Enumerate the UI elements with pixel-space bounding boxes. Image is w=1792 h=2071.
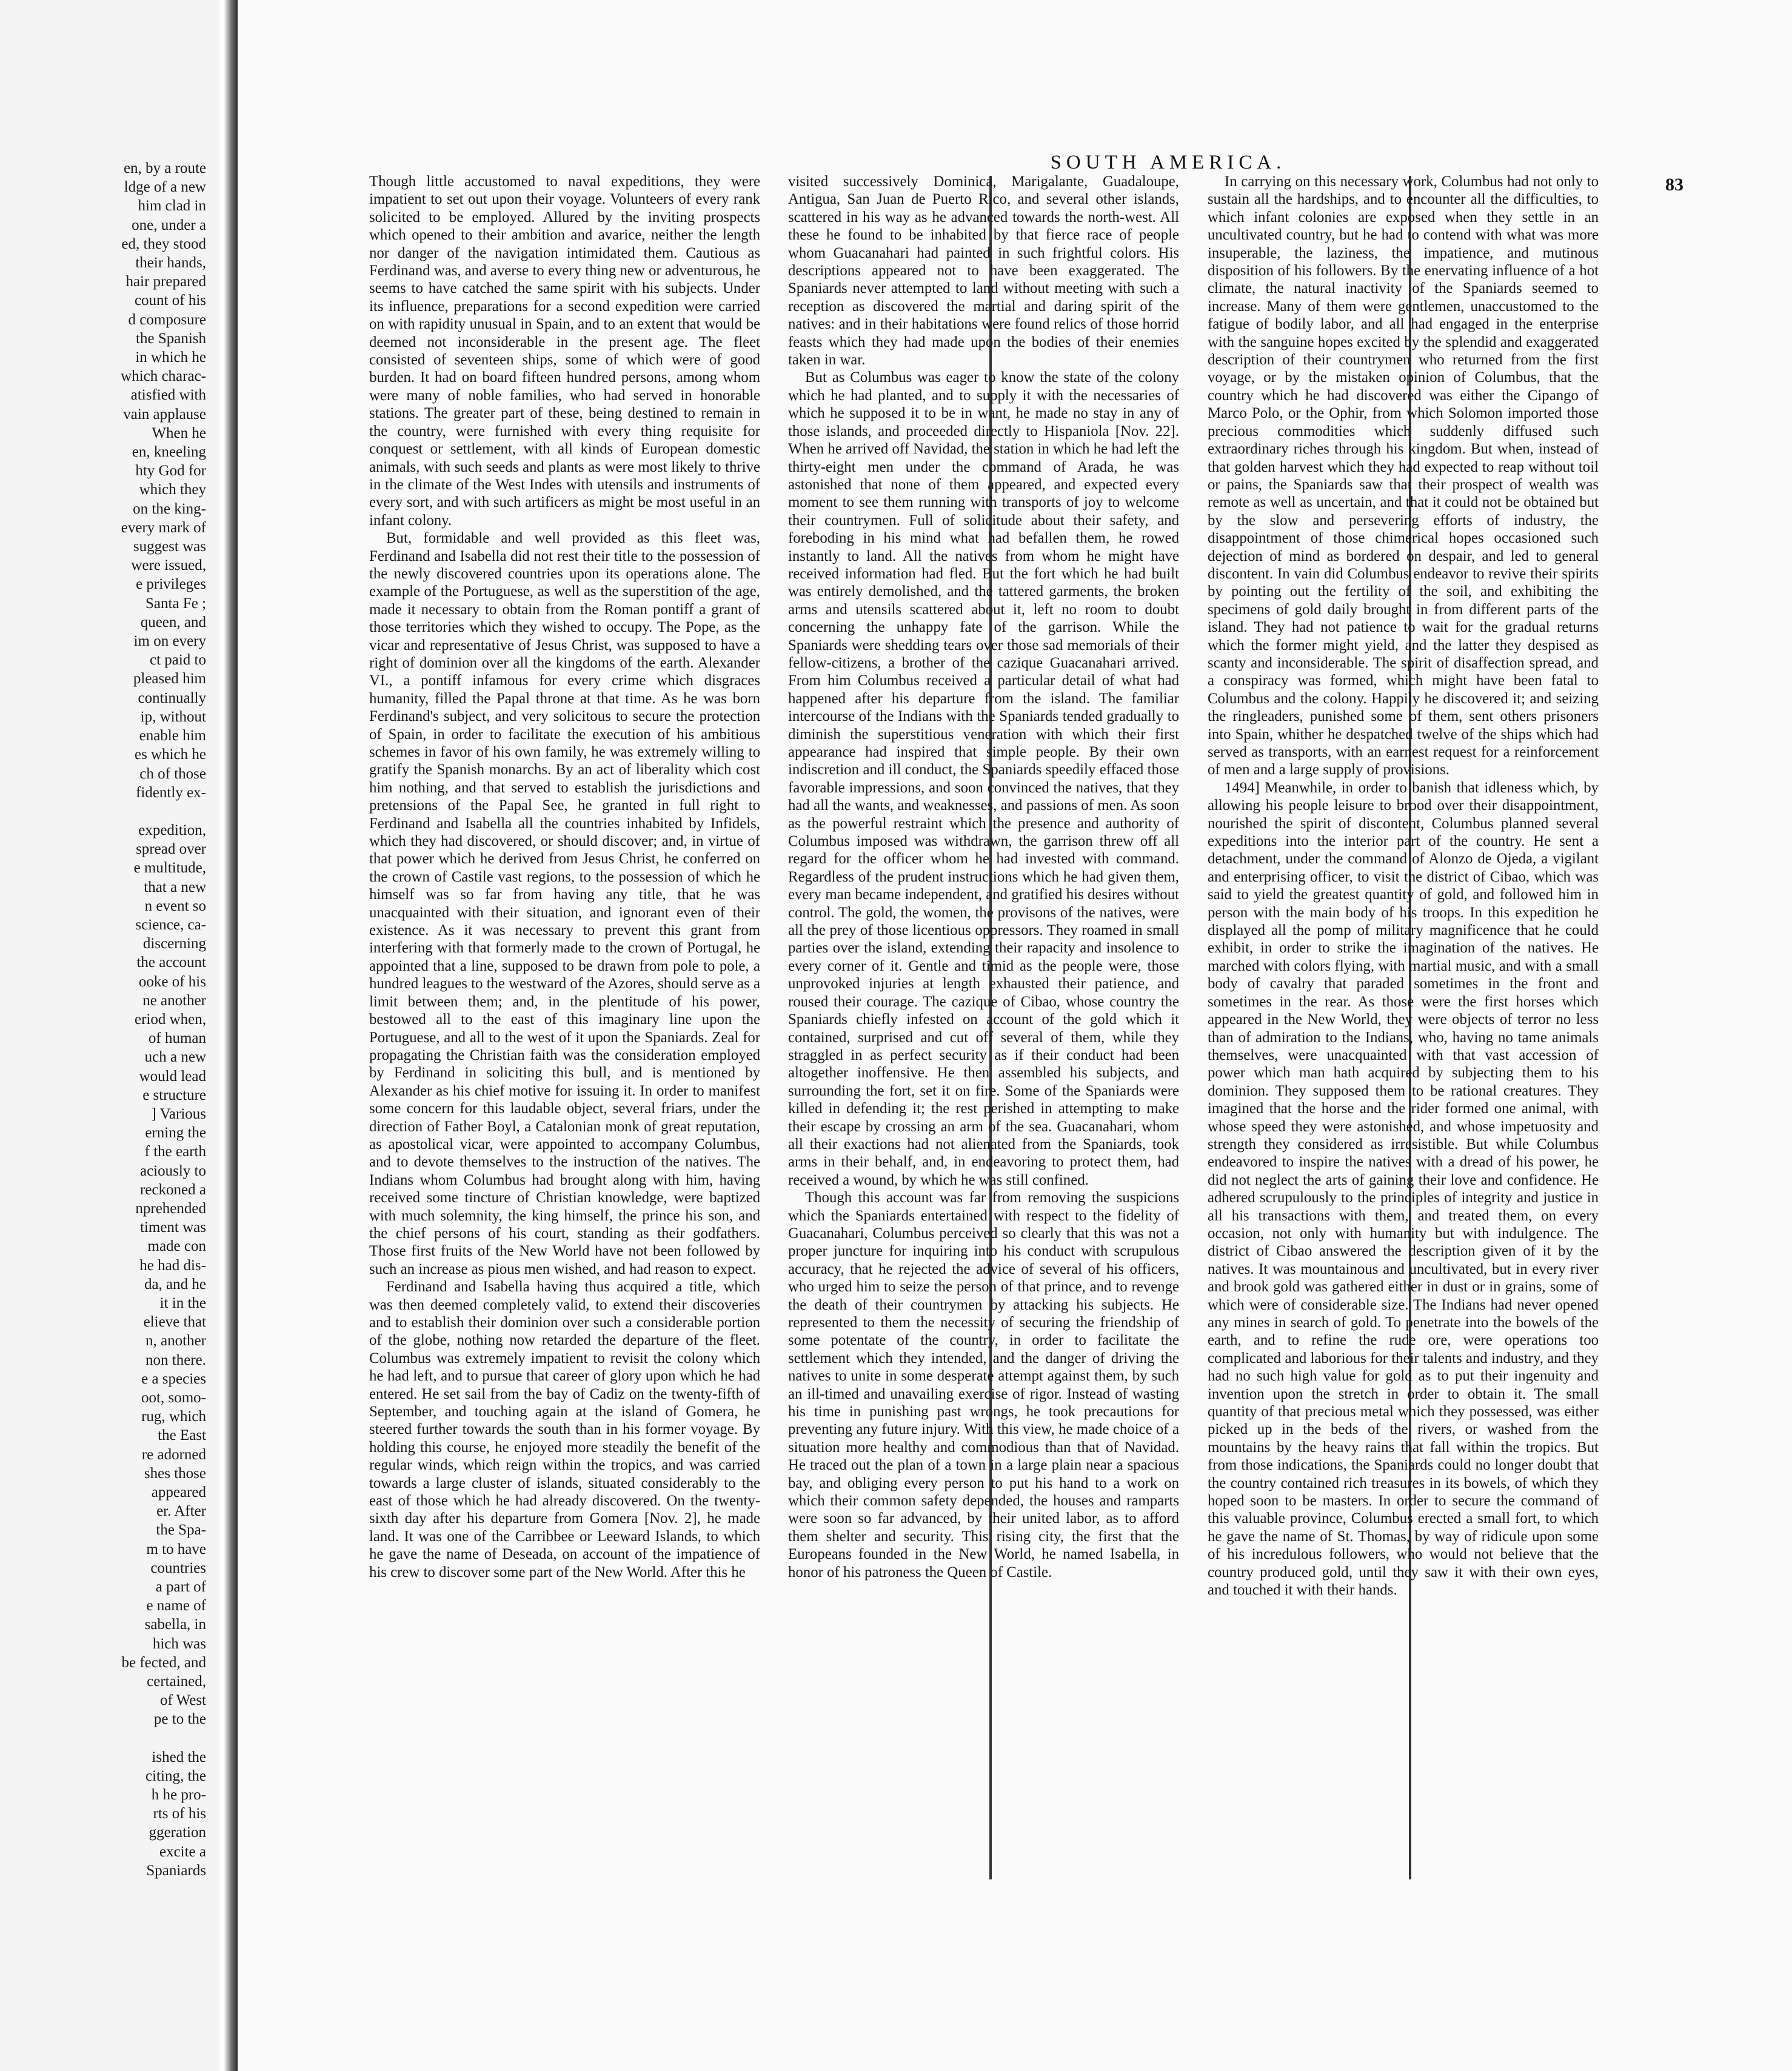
previous-page-line: atisfied with xyxy=(130,387,206,404)
previous-page-line: e structure xyxy=(142,1086,206,1103)
previous-page-line: n event so xyxy=(144,897,206,914)
paragraph: But as Columbus was eager to know the state of the colony which he had planted, and to supply it with the necessaries of which he supposed it to be in want, he made no stay in any of those islands, and proceeded directly to Hispaniola [Nov. 22]. When he arrived off Navidad, the station in which he had left the thirty-eight men under the command of Arada, he was astonished that none of them appeared, and expected every moment to see them running with transports of joy to welcome their countrymen. Full of solicitude about their safety, and foreboding in his mind what had befallen them, he rowed instantly to land. All the natives from whom he might have received information had fled. But the fort which he had built was entirely demolished, and the tattered garments, the broken arms and utensils scattered about it, left no room to doubt concerning the unhappy fate of the garrison. While the Spaniards were shedding tears over those sad memorials of their fellow-citizens, a brother of the cazique Guacanahari arrived. From him Columbus received a particular detail of what had happened after his departure from the island. The familiar intercourse of the Indians with the Spaniards tended gradually to diminish the superstitious veneration with which their first appearance had inspired that simple people. By their own indiscretion and ill conduct, the Spaniards speedily effaced those favorable impressions, and soon convinced the natives, that they had all the wants, and weaknesses, and passions of men. As soon as the powerful restraint which the presence and authority of Columbus imposed was withdrawn, the garrison threw off all regard for the officer whom he had invested with command. Regardless of the prudent instructions which he had given them, every man became independent, and gratified his desires without control. The gold, the women, the provisons of the natives, were all the prey of those licentious oppressors. They roamed in small parties over the island, extending their rapacity and insolence to every corner of it. Gentle and timid as the people were, those unprovoked injuries at length exhausted their patience, and roused their courage. The cazique of Cibao, whose country the Spaniards chiefly infested on account of the gold which it contained, surprised and cut off several of them, while they straggled in as perfect security as if their conduct had been altogether inoffensive. He then assembled his subjects, and surrounding the fort, set it on fire. Some of the Spaniards were killed in defending it; the rest perished in attempting to make their escape by crossing an arm of the sea. Guacanahari, whom all their exactions had not alienated from the Spaniards, took arms in their behalf, and, in endeavoring to protect them, had received a wound, by which he was still confined. xyxy=(788,369,1179,1188)
previous-page-line: count of his xyxy=(134,292,206,309)
previous-page-line: es which he xyxy=(134,746,206,763)
previous-page-line: one, under a xyxy=(132,216,206,233)
previous-page-line: elieve that xyxy=(143,1314,206,1331)
previous-page-line: e a species xyxy=(141,1370,206,1387)
previous-page-line: Santa Fe ; xyxy=(145,595,206,612)
previous-page-line: appeared xyxy=(151,1484,206,1501)
previous-page-line: eriod when, xyxy=(134,1011,206,1028)
previous-page-line: ggeration xyxy=(149,1824,206,1841)
previous-page-line: da, and he xyxy=(144,1276,206,1293)
previous-page-line: ooke of his xyxy=(138,973,206,990)
previous-page-line: in which he xyxy=(135,349,206,366)
previous-page-line: of human xyxy=(148,1030,206,1047)
previous-page-line: science, ca- xyxy=(135,916,206,933)
paragraph: Ferdinand and Isabella having thus acquired a title, which was then deemed completely valid, to extend their discoveries and to establish their dominion over such a considerable portion of the globe, nothing now retarded the departure of the fleet. Columbus was extremely impatient to revisit the colony which he had left, and to pursue that career of glory upon which he had entered. He set sail from the bay of Cadiz on the twenty-fifth of September, and touching again at the island of Gomera, he steered further towards the south than in his former voyage. By holding this course, he enjoyed more steadily the benefit of the regular winds, which reign within the tropics, and was carried towards a large cluster of islands, situated considerably to the east of those which he had already discovered. On the twenty-sixth day after his departure from Gomera [Nov. 2], he made land. It was one of the Carribbee or Leeward Islands, to which he gave the name of Deseada, on account of the impatience of his crew to discover some part of the New World. After this he xyxy=(369,1279,760,1581)
previous-page-line: ct paid to xyxy=(149,652,206,669)
previous-page-line: hty God for xyxy=(135,463,206,480)
previous-page-line: e multitude, xyxy=(133,860,206,877)
previous-page-line: ldge of a new xyxy=(124,179,206,196)
previous-page-line: suggest was xyxy=(133,538,206,555)
previous-page-line: spread over xyxy=(136,841,206,858)
previous-page-line: f the earth xyxy=(144,1143,206,1160)
book-page xyxy=(238,0,1792,2071)
previous-page-line: which they xyxy=(139,481,206,498)
previous-page-line: citing, the xyxy=(145,1767,206,1784)
running-head: SOUTH AMERICA. xyxy=(1050,152,1286,173)
previous-page-line: made con xyxy=(147,1238,206,1255)
previous-page-line: pleased him xyxy=(133,671,206,688)
previous-page-line: queen, and xyxy=(140,614,206,631)
text-column-2 xyxy=(788,173,1179,1581)
previous-page-line: rts of his xyxy=(153,1805,206,1822)
paragraph: visited successively Dominica, Marigalante, Guadaloupe, Antigua, San Juan de Puerto Rico, and several other islands, scattered in his way as he advanced towards the north-west. All these he found to be inhabited by that fierce race of people whom Guacanahari had painted in such frightful colors. His descriptions appeared not to have been exaggerated. The Spaniards never attempted to land without meeting with such a reception as discovered the martial and daring spirit of the natives: and in their habitations were found relics of those horrid feasts which they had made upon the bodies of their enemies taken in war. xyxy=(788,173,1179,369)
previous-page-line: e privileges xyxy=(136,576,206,593)
previous-page-line: enable him xyxy=(139,728,206,744)
previous-page-line: Spaniards xyxy=(146,1862,206,1879)
previous-page-line: expedition, xyxy=(138,821,206,838)
previous-page-line: rug, which xyxy=(141,1408,206,1425)
text-column-3 xyxy=(1208,173,1599,1599)
previous-page-line: be fected, and xyxy=(121,1654,206,1671)
previous-page-line: countries xyxy=(150,1559,206,1576)
previous-page-line: excite a xyxy=(159,1843,206,1860)
previous-page-line: discerning xyxy=(142,935,206,952)
previous-page-line: ip, without xyxy=(140,708,206,725)
previous-page-line: were issued, xyxy=(131,557,206,574)
previous-page-line: aciously to xyxy=(139,1162,206,1179)
previous-page-line: reckoned a xyxy=(140,1181,206,1198)
previous-page-text xyxy=(0,159,206,1880)
previous-page-line: hair prepared xyxy=(125,273,206,290)
previous-page-line: ed, they stood xyxy=(121,235,206,252)
paragraph: Though this account was far from removing the suspicions which the Spaniards entertained with respect to the fidelity of Guacanahari, Columbus perceived so clearly that this was not a proper juncture for inquiring into his conduct with scrupulous accuracy, that he rejected the advice of several of his officers, who urged him to seize the person of that prince, and to revenge the death of their countrymen by attacking his subjects. He represented to them the necessity of securing the friendship of some potentate of the country, in order to facilitate the settlement which they intended, and the danger of driving the natives to unite in some desperate attempt against them, by such an ill-timed and unavailing exercise of rigor. Instead of wasting his time in punishing past wrongs, he took precautions for preventing any future injury. With this view, he made choice of a situation more healthy and commodious than that of Navidad. He traced out the plan of a town in a large plain near a spacious bay, and obliging every person to put his hand to a work on which their common safety depended, the houses and ramparts were soon so far advanced, by their united labor, as to afford them shelter and security. This rising city, the first that the Europeans founded in the New World, he named Isabella, in honor of his patroness the Queen of Castile. xyxy=(788,1189,1179,1581)
previous-page-line: he had dis- xyxy=(139,1257,206,1274)
previous-page-line: en, by a route xyxy=(123,160,206,176)
text-column-1 xyxy=(369,173,760,1581)
previous-page-line: the East xyxy=(158,1427,206,1444)
previous-page-line: m to have xyxy=(146,1541,206,1557)
previous-page-line: erning the xyxy=(145,1125,206,1142)
previous-page-line: continually xyxy=(138,689,206,706)
previous-page-line: oot, somo- xyxy=(141,1390,206,1406)
previous-page-line: it in the xyxy=(159,1294,206,1311)
previous-page-line: ne another xyxy=(142,992,206,1009)
previous-page-line: shes those xyxy=(144,1465,206,1482)
previous-page-line: the Spanish xyxy=(136,330,206,347)
previous-page-line: which charac- xyxy=(121,368,206,385)
previous-page-line: timent was xyxy=(139,1219,206,1236)
paragraph: Though little accustomed to naval expeditions, they were impatient to set out upon their voyage. Volunteers of every rank solicited to be employed. Allured by the inviting prospects which opened to their ambition and avarice, neither the length nor danger of the navigation intimidated them. Cautious as Ferdinand was, and averse to every thing new or adventurous, he seems to have catched the same spirit with his subjects. Under its influence, preparations for a second expedition were carried on with rapidity unusual in Spain, and to an extent that would be deemed not inconsiderable in the present age. The fleet consisted of seventeen ships, some of which were of good burden. It had on board fifteen hundred persons, among whom were many of noble families, who had served in honorable stations. The greater part of these, being destined to remain in the country, were furnished with every thing requisite for conquest or settlement, with all kinds of European domestic animals, with such seeds and plants as were most likely to thrive in the climate of the West Indes with utensils and instruments of every sort, and with such artificers as might be most useful in an infant colony. xyxy=(369,173,760,529)
previous-page-line: re adorned xyxy=(141,1446,206,1463)
previous-page-line: fidently ex- xyxy=(136,784,206,801)
previous-page-line: a part of xyxy=(155,1579,206,1596)
previous-page-line: en, kneeling xyxy=(132,444,206,461)
previous-page-line xyxy=(0,1729,206,1748)
previous-page-line: on the king- xyxy=(133,500,206,517)
previous-page-line: the account xyxy=(136,954,206,971)
previous-page-line: sabella, in xyxy=(144,1616,206,1633)
previous-page-line: ch of those xyxy=(139,765,206,782)
previous-page-line: hich was xyxy=(152,1635,206,1652)
previous-page-line: h he pro- xyxy=(151,1787,206,1804)
previous-page-line: would lead xyxy=(139,1068,206,1085)
previous-page-line: certained, xyxy=(147,1673,206,1690)
previous-page-line: im on every xyxy=(133,633,206,650)
previous-page-line: him clad in xyxy=(138,198,206,215)
paragraph: 1494] Meanwhile, in order to banish that idleness which, by allowing his people leisure to brood over their disappointment, nourished the spirit of discontent, Columbus planned several expeditions into the interior part of the country. He sent a detachment, under the command of Alonzo de Ojeda, a vigilant and enterprising officer, to visit the district of Cibao, which was said to yield the greatest quantity of gold, and followed him in person with the main body of his troops. In this expedition he displayed all the pomp of military magnificence that he could exhibit, in order to strike the imagination of the natives. He marched with colors flying, with martial music, and with a small body of cavalry that paraded sometimes in the front and sometimes in the rear. As those were the first horses which appeared in the New World, they were objects of terror no less than of admiration to the Indians, who, having no tame animals themselves, were unacquainted with that vast accession of power which man hath acquired by subjecting them to his dominion. They supposed them to be rational creatures. They imagined that the horse and the rider formed one animal, with whose speed they were astonished, and whose impetuosity and strength they considered as irresistible. But while Columbus endeavored to inspire the natives with a dread of his power, he did not neglect the arts of gaining their love and confidence. He adhered scrupulously to the principles of integrity and justice in all his transactions with them, and treated them, on every occasion, not only with humanity but with indulgence. The district of Cibao answered the description given of it by the natives. It was mountainous and uncultivated, but in every river and brook gold was gathered either in dust or in grains, some of which were of considerable size. The Indians had never opened any mines in search of gold. To penetrate into the bowels of the earth, and to refine the rude ore, were operations too complicated and laborious for their talents and industry, and they had no such high value for gold as to put their ingenuity and invention upon the stretch in order to obtain it. The small quantity of that precious metal which they possessed, was either picked up in the beds of the rivers, or washed from the mountains by the heavy rains that fall within the tropics. But from those indications, the Spaniards could no longer doubt that the country contained rich treasures in its bowels, of which they hoped soon to be masters. In order to secure the command of this valuable province, Columbus erected a small fort, to which he gave the name of St. Thomas, by way of ridicule upon some of his incredulous followers, who would not believe that the country produced gold, until they saw it with their own eyes, and touched it with their hands. xyxy=(1208,779,1599,1599)
previous-page-line: When he xyxy=(152,424,206,441)
previous-page-line: of West xyxy=(160,1692,206,1709)
paragraph: But, formidable and well provided as this fleet was, Ferdinand and Isabella did not rest their title to the possession of the newly discovered countries upon its operations alone. The example of the Portuguese, as well as the superstition of the age, made it necessary to obtain from the Roman pontiff a grant of those territories which they wished to occupy. The Pope, as the vicar and representative of Jesus Christ, was supposed to have a right of dominion over all the kingdoms of the earth. Alexander VI., a pontiff infamous for every crime which disgraces humanity, filled the Papal throne at that time. As he was born Ferdinand's subject, and very solicitous to secure the protection of Spain, in order to facilitate the execution of his ambitious schemes in favor of his own family, he was extremely willing to gratify the Spanish monarchs. By an act of liberality which cost him nothing, and that served to establish the jurisdictions and pretensions of the Papal See, he granted in full right to Ferdinand and Isabella all the countries inhabited by Infidels, which they had discovered, or should discover; and, in virtue of that power which he derived from Jesus Christ, he conferred on the crown of Castile vast regions, to the possession of which he himself was so far from having any title, that he was unacquainted with their situation, and ignorant even of their existence. As it was necessary to prevent this grant from interfering with that formerly made to the crown of Portugal, he appointed that a line, supposed to be drawn from pole to pole, a hundred leagues to the westward of the Azores, should serve as a limit between them; and, in the plentitude of his power, bestowed all to the east of this imaginary line upon the Portuguese, and all to the west of it upon the Spaniards. Zeal for propagating the Christian faith was the consideration employed by Ferdinand in soliciting this bull, and is mentioned by Alexander as his chief motive for issuing it. In order to manifest some concern for this laudable object, several friars, under the direction of Father Boyl, a Catalonian monk of great reputation, as apostolical vicar, were appointed to accompany Columbus, and to devote themselves to the instruction of the natives. The Indians whom Columbus had brought along with him, having received some tincture of Christian knowledge, were baptized with much solemnity, the king himself, the prince his son, and the chief persons of his court, standing as their godfathers. Those first fruits of the New World have not been followed by such an increase as pious men wished, and had reason to expect. xyxy=(369,530,760,1277)
previous-page-line: ished the xyxy=(152,1748,206,1765)
previous-page-line: pe to the xyxy=(153,1711,206,1728)
previous-page-line: d composure xyxy=(128,311,206,328)
paragraph: In carrying on this necessary work, Columbus had not only to sustain all the hardships, and to encounter all the difficulties, to which infant colonies are exposed when they settle in an uncultivated country, but he had to contend with what was more insuperable, the laziness, the impatience, and mutinous disposition of his followers. By the enervating influence of a hot climate, the natural inactivity of the Spaniards seemed to increase. Many of them were gentlemen, unaccustomed to the fatigue of bodily labor, and all had engaged in the enterprise with the sanguine hopes excited by the splendid and exaggerated description of their countrymen who returned from the first voyage, or by the mistaken opinion of Columbus, that the country which he had discovered was either the Cipango of Marco Polo, or the Ophir, from which Solomon imported those precious commodities which suddenly diffused such extraordinary riches through his kingdom. But when, instead of that golden harvest which they had expected to reap without toil or pains, the Spaniards saw that their prospect of wealth was remote as well as uncertain, and that it could not be obtained but by the slow and persevering efforts of industry, the disappointment of those chimerical hopes occasioned such dejection of mind as bordered on despair, and led to general discontent. In vain did Columbus endeavor to revive their spirits by pointing out the fertility of the soil, and exhibiting the specimens of gold daily brought in from different parts of the island. They had not patience to wait for the gradual returns which the former might yield, and the latter they despised as scanty and inconsiderable. The spirit of disaffection spread, and a conspiracy was formed, which might have been fatal to Columbus and the colony. Happily he discovered it; and seizing the ringleaders, punished some of them, sent others prisoners into Spain, whither he despatched twelve of the ships which had served as transports, with an earnest request for a reinforcement of men and a large supply of provisions. xyxy=(1208,173,1599,778)
previous-page-line: ] Various xyxy=(151,1105,206,1122)
page-number: 83 xyxy=(1665,175,1683,195)
previous-page-line: er. After xyxy=(156,1503,206,1520)
previous-page-line: e name of xyxy=(146,1598,206,1614)
previous-page-fragment xyxy=(0,0,219,2071)
previous-page-line xyxy=(0,802,206,821)
previous-page-line: n, another xyxy=(145,1333,206,1350)
previous-page-line: non there. xyxy=(145,1351,206,1368)
page-gutter-shadow xyxy=(224,0,238,2071)
previous-page-line: uch a new xyxy=(144,1049,206,1066)
previous-page-line: that a new xyxy=(144,878,206,895)
previous-page-line: nprehended xyxy=(135,1200,206,1217)
previous-page-line: vain applause xyxy=(123,406,206,423)
previous-page-line: every mark of xyxy=(121,519,206,536)
previous-page-line: the Spa- xyxy=(156,1522,206,1539)
previous-page-line: their hands, xyxy=(135,255,206,272)
